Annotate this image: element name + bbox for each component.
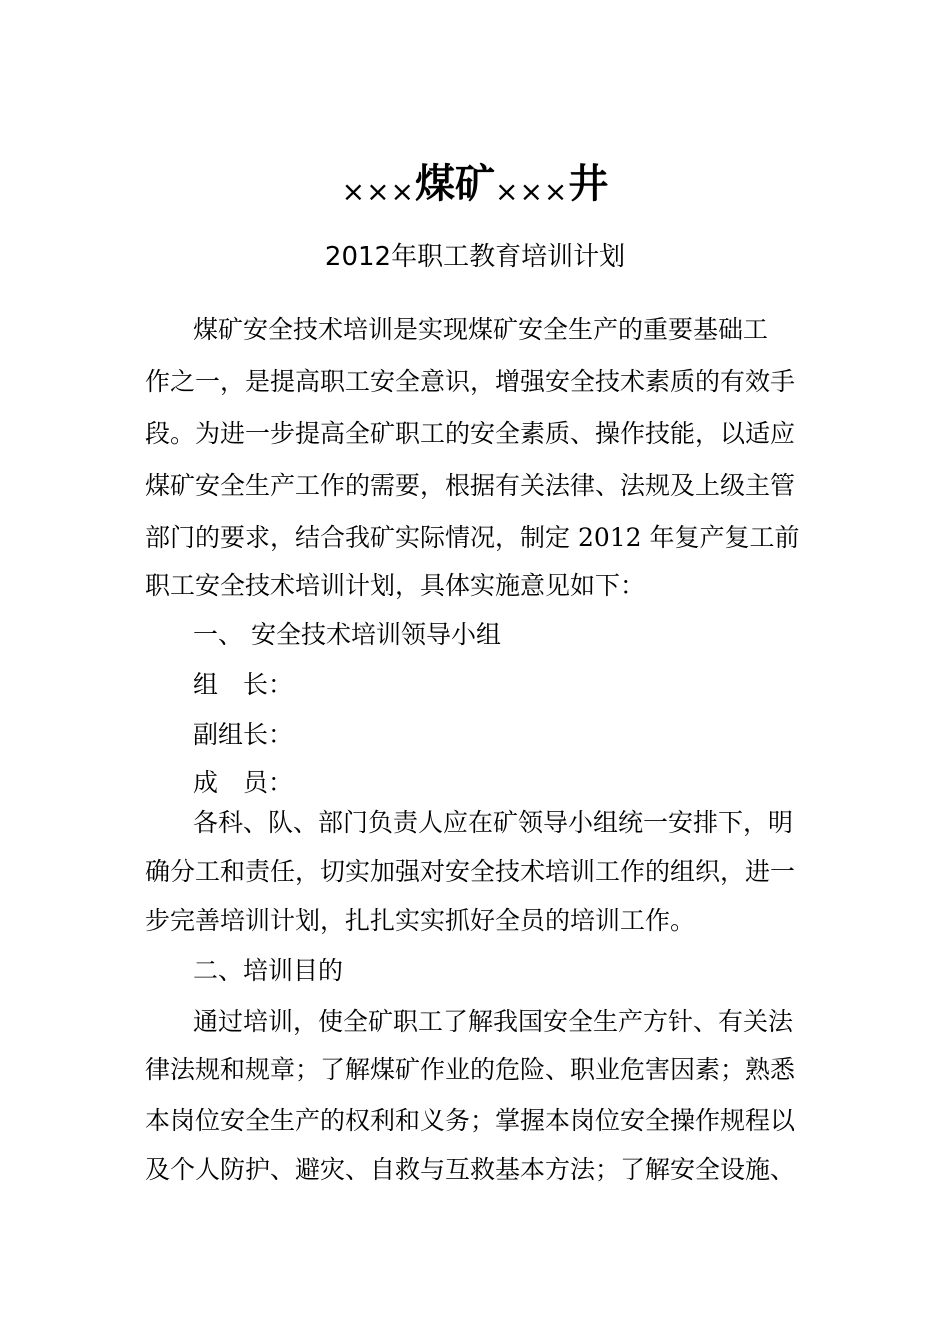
- paragraph-line: 通过培训，使全矿职工了解我国安全生产方针、有关法: [193, 1007, 794, 1036]
- paragraph-line: 煤矿安全技术培训是实现煤矿安全生产的重要基础工: [193, 315, 769, 344]
- title-mine-label: 煤矿: [415, 161, 495, 207]
- title-well-label: 井: [568, 161, 609, 207]
- paragraph-line: 步完善培训计划，扎扎实实抓好全员的培训工作。: [145, 906, 696, 935]
- document-title: [0, 152, 950, 212]
- paragraph-line: 各科、队、部门负责人应在矿领导小组统一安排下，明: [193, 808, 794, 837]
- paragraph-line: 作之一，是提高职工安全意识，增强安全技术素质的有效手: [145, 367, 796, 396]
- members-label: 成 员：: [193, 768, 294, 797]
- section-heading-leadership: 一、 安全技术培训领导小组: [193, 620, 501, 649]
- paragraph-line: 律法规和规章；了解煤矿作业的危险、职业危害因素；熟悉: [145, 1055, 796, 1084]
- deputy-leader-label: 副组长：: [193, 720, 294, 749]
- paragraph-line: 确分工和责任，切实加强对安全技术培训工作的组织，进一: [145, 857, 796, 886]
- paragraph-line: 部门的要求，结合我矿实际情况，制定 2012 年复产复工前: [145, 523, 800, 552]
- title-placeholder-marks-2: ×××: [495, 175, 569, 208]
- team-leader-label: 组 长：: [193, 670, 294, 699]
- document-subtitle: 2012年职工教育培训计划: [324, 242, 626, 272]
- paragraph-line: 段。为进一步提高全矿职工的安全素质、操作技能，以适应: [145, 419, 796, 448]
- paragraph-line: 本岗位安全生产的权利和义务；掌握本岗位安全操作规程以: [145, 1106, 796, 1135]
- paragraph-line: 及个人防护、避灾、自救与互救基本方法；了解安全设施、: [145, 1155, 796, 1184]
- paragraph-line: 职工安全技术培训计划，具体实施意见如下：: [145, 571, 646, 600]
- section-heading-objectives: 二、培训目的: [193, 956, 344, 985]
- paragraph-line: 煤矿安全生产工作的需要，根据有关法律、法规及上级主管: [145, 471, 796, 500]
- title-placeholder-marks-1: ×××: [341, 175, 415, 208]
